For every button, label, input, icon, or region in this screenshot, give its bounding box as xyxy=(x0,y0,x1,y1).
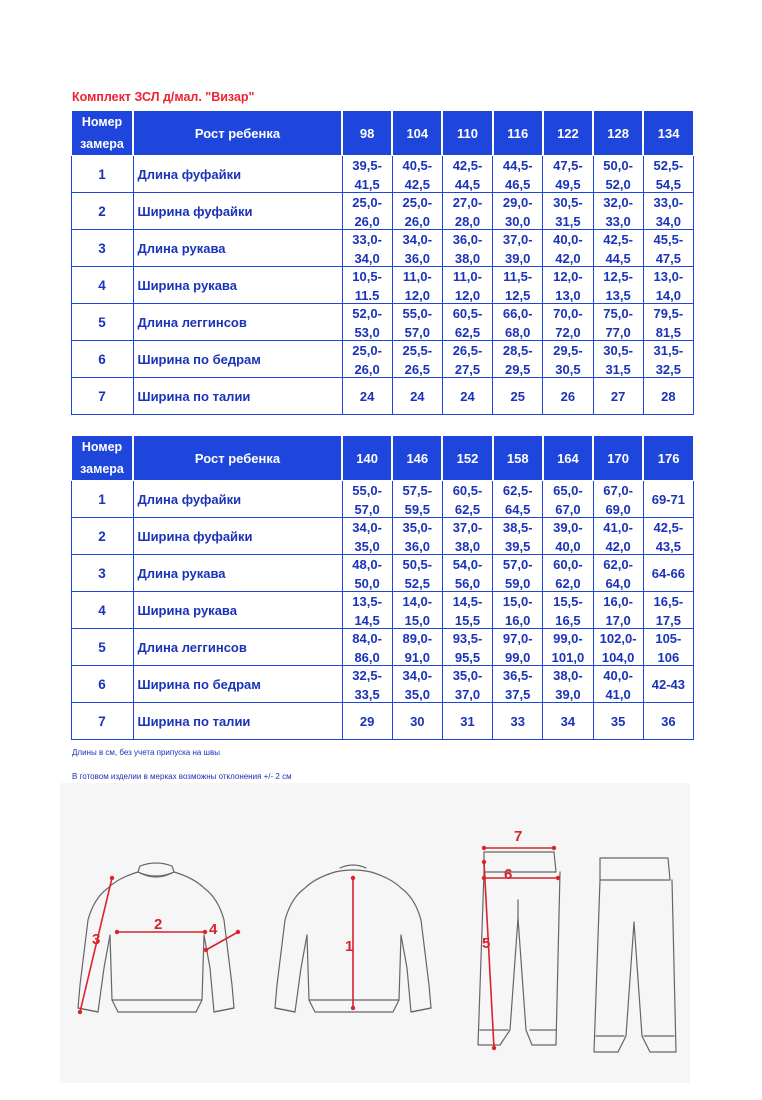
value-max: 46,5 xyxy=(505,176,531,192)
value-max: 12,0 xyxy=(404,287,430,303)
value-min: 30,5- xyxy=(553,194,583,210)
measurement-label: Ширина фуфайки xyxy=(133,193,342,230)
measurement-label: Ширина рукава xyxy=(133,592,342,629)
value-max: 35,0 xyxy=(404,686,430,702)
value-min: 102,0- xyxy=(599,630,637,646)
size-value-cell: 27 xyxy=(593,378,643,415)
value-max: 59,5 xyxy=(404,501,430,517)
size-value-cell: 24 xyxy=(342,378,392,415)
child-height-header: Рост ребенка xyxy=(133,436,342,481)
value-min: 38,0- xyxy=(553,667,583,683)
value-min: 93,5- xyxy=(452,630,483,646)
value-min: 16,0- xyxy=(603,593,633,609)
value-max: 36,0 xyxy=(404,250,430,266)
value-max: 26,5 xyxy=(404,361,430,377)
value-min: 14,5- xyxy=(452,593,483,609)
value-max: 41,0 xyxy=(605,686,631,702)
value-max: 38,0 xyxy=(454,250,481,266)
value-min: 29,5- xyxy=(553,342,583,358)
value-max: 62,5 xyxy=(454,501,481,517)
value-max: 26,0 xyxy=(354,361,380,377)
measurement-number: 4 xyxy=(71,592,133,629)
value-min: 57,5- xyxy=(402,482,433,498)
value-min: 10,5- xyxy=(352,268,382,284)
measurement-number: 6 xyxy=(71,341,133,378)
measurement-number: 3 xyxy=(71,230,133,267)
value-max: 16,0 xyxy=(505,612,531,628)
size-header: 164 xyxy=(543,436,593,481)
value-min: 60,0- xyxy=(553,556,583,572)
value-min: 11,0- xyxy=(402,268,432,284)
value-max: 14,5 xyxy=(354,612,380,628)
value-max: 13,0 xyxy=(555,287,581,303)
value-min: 42,5- xyxy=(653,519,684,535)
measurement-number-header: Номер замера xyxy=(71,111,133,156)
size-value-cell: 26 xyxy=(543,378,593,415)
size-header: 122 xyxy=(543,111,593,156)
value-min: 60,5- xyxy=(452,482,483,498)
value-max: 13,5 xyxy=(605,287,631,303)
value-max: 77,0 xyxy=(605,324,631,340)
value-min: 37,0- xyxy=(452,519,483,535)
value-max: 72,0 xyxy=(555,324,581,340)
value-min: 57,0- xyxy=(502,556,533,572)
measurement-label: Ширина фуфайки xyxy=(133,518,342,555)
value-max: 62,5 xyxy=(454,324,481,340)
value-max: 15,5 xyxy=(454,612,481,628)
value-max: 41,5 xyxy=(354,176,380,192)
value-min: 25,5- xyxy=(402,342,433,358)
value-min: 12,0- xyxy=(553,268,583,284)
value-min: 34,0- xyxy=(402,231,433,247)
value-max: 52,5 xyxy=(404,575,430,591)
value-min: 11,5- xyxy=(503,268,533,284)
value-min: 25,0- xyxy=(352,342,382,358)
value-min: 45,5- xyxy=(653,231,684,247)
value-min: 25,0- xyxy=(402,194,433,210)
value-min: 75,0- xyxy=(603,305,633,321)
measurement-label: Длина леггинсов xyxy=(133,304,342,341)
size-header: 152 xyxy=(442,436,492,481)
value-max: 15,0 xyxy=(404,612,430,628)
value-min: 32,0- xyxy=(603,194,633,210)
value-max: 86,0 xyxy=(354,649,380,665)
value-min: 34,0- xyxy=(352,519,382,535)
value-min: 40,0- xyxy=(553,231,583,247)
value-min: 79,5- xyxy=(653,305,684,321)
value-max: 31,5 xyxy=(555,213,581,229)
value-max: 30,0 xyxy=(505,213,531,229)
value-min: 15,0- xyxy=(502,593,533,609)
marker-3: 3 xyxy=(92,931,101,948)
marker-7: 7 xyxy=(514,828,523,845)
measurement-number: 2 xyxy=(71,518,133,555)
value-max: 81,5 xyxy=(655,324,682,340)
value-min: 39,0- xyxy=(553,519,583,535)
value-max: 39,0 xyxy=(555,686,581,702)
value-min: 36,5- xyxy=(502,667,533,683)
size-value-cell: 69-71 xyxy=(643,481,693,518)
value-min: 62,0- xyxy=(603,556,633,572)
size-header: 104 xyxy=(392,111,442,156)
value-min: 62,5- xyxy=(502,482,533,498)
document-title: Комплект ЗСЛ д/мал. "Визар" xyxy=(72,90,255,104)
size-value-cell: 64-66 xyxy=(643,555,693,592)
value-max: 67,0 xyxy=(555,501,581,517)
value-min: 54,0- xyxy=(452,556,483,572)
size-header: 176 xyxy=(643,436,693,481)
size-value-cell: 36 xyxy=(643,703,693,740)
size-header: 116 xyxy=(493,111,543,156)
measurement-number: 1 xyxy=(71,156,133,193)
value-min: 65,0- xyxy=(553,482,583,498)
size-value-cell: 28 xyxy=(643,378,693,415)
value-max: 106 xyxy=(657,649,680,665)
value-max: 16,5 xyxy=(555,612,581,628)
measurement-label: Ширина по бедрам xyxy=(133,341,342,378)
value-min: 35,0- xyxy=(402,519,433,535)
value-min: 84,0- xyxy=(352,630,382,646)
value-max: 52,0 xyxy=(605,176,631,192)
value-max: 42,0 xyxy=(555,250,581,266)
value-max: 47,5 xyxy=(655,250,682,266)
value-max: 31,5 xyxy=(605,361,631,377)
size-header: 170 xyxy=(593,436,643,481)
value-max: 43,5 xyxy=(655,538,682,554)
value-max: 34,0 xyxy=(655,213,682,229)
size-value-cell: 29 xyxy=(342,703,392,740)
value-min: 66,0- xyxy=(502,305,533,321)
marker-1: 1 xyxy=(345,938,354,955)
value-min: 48,0- xyxy=(352,556,382,572)
value-max: 17,5 xyxy=(655,612,682,628)
size-header: 128 xyxy=(593,111,643,156)
leggings-back-drawing xyxy=(594,858,676,1052)
value-min: 13,0- xyxy=(653,268,684,284)
measurement-number: 2 xyxy=(71,193,133,230)
value-max: 54,5 xyxy=(655,176,682,192)
value-min: 50,0- xyxy=(603,157,633,173)
value-min: 40,0- xyxy=(603,667,633,683)
measurement-label: Длина фуфайки xyxy=(133,156,342,193)
value-min: 52,0- xyxy=(352,305,382,321)
value-max: 56,0 xyxy=(454,575,481,591)
value-min: 28,5- xyxy=(502,342,533,358)
value-min: 55,0- xyxy=(402,305,433,321)
value-max: 44,5 xyxy=(454,176,481,192)
size-header: 98 xyxy=(342,111,392,156)
value-max: 30,5 xyxy=(555,361,581,377)
measurement-number: 5 xyxy=(71,304,133,341)
value-min: 67,0- xyxy=(603,482,633,498)
size-header: 158 xyxy=(493,436,543,481)
value-min: 14,0- xyxy=(402,593,433,609)
value-max: 27,5 xyxy=(454,361,481,377)
marker-5: 5 xyxy=(482,935,491,952)
value-min: 31,5- xyxy=(653,342,684,358)
size-value-cell: 42-43 xyxy=(643,666,693,703)
value-min: 33,0- xyxy=(352,231,382,247)
value-max: 14,0 xyxy=(655,287,682,303)
value-max: 12,5 xyxy=(505,287,531,303)
value-min: 89,0- xyxy=(402,630,433,646)
measurement-number: 7 xyxy=(71,378,133,415)
size-value-cell: 30 xyxy=(392,703,442,740)
value-max: 26,0 xyxy=(354,213,380,229)
value-max: 29,5 xyxy=(505,361,531,377)
measurement-number: 4 xyxy=(71,267,133,304)
value-max: 11.5 xyxy=(354,287,380,303)
value-min: 37,0- xyxy=(502,231,533,247)
measurement-number: 6 xyxy=(71,666,133,703)
value-min: 12,5- xyxy=(603,268,633,284)
value-max: 36,0 xyxy=(404,538,430,554)
size-value-cell: 34 xyxy=(543,703,593,740)
size-value-cell: 33 xyxy=(493,703,543,740)
measurement-number: 3 xyxy=(71,555,133,592)
value-max: 49,5 xyxy=(555,176,581,192)
marker-4: 4 xyxy=(209,921,218,938)
marker-6: 6 xyxy=(504,866,513,883)
value-min: 15,5- xyxy=(553,593,583,609)
value-min: 47,5- xyxy=(553,157,583,173)
value-min: 30,5- xyxy=(603,342,633,358)
value-max: 68,0 xyxy=(505,324,531,340)
measurement-number: 5 xyxy=(71,629,133,666)
value-min: 33,0- xyxy=(653,194,684,210)
value-min: 34,0- xyxy=(402,667,433,683)
value-max: 95,5 xyxy=(454,649,481,665)
value-max: 37,0 xyxy=(454,686,481,702)
value-min: 11,0- xyxy=(453,268,482,284)
value-min: 55,0- xyxy=(352,482,382,498)
measurement-label: Длина рукава xyxy=(133,230,342,267)
value-max: 101,0 xyxy=(551,649,585,665)
measurement-number: 1 xyxy=(71,481,133,518)
value-max: 12,0 xyxy=(454,287,481,303)
value-min: 105- xyxy=(655,630,682,646)
value-max: 53,0 xyxy=(354,324,380,340)
value-min: 25,0- xyxy=(352,194,382,210)
value-max: 104,0 xyxy=(601,649,635,665)
size-value-cell: 24 xyxy=(392,378,442,415)
measurement-label: Длина рукава xyxy=(133,555,342,592)
value-min: 42,5- xyxy=(603,231,633,247)
size-value-cell: 24 xyxy=(442,378,492,415)
value-min: 38,5- xyxy=(502,519,533,535)
measurement-label: Ширина рукава xyxy=(133,267,342,304)
note-tolerance: В готовом изделии в мерках возможны отклонения +/- 2 см xyxy=(72,772,292,781)
value-min: 44,5- xyxy=(502,157,533,173)
value-min: 40,5- xyxy=(402,157,433,173)
measurement-label: Ширина по бедрам xyxy=(133,666,342,703)
value-min: 13,5- xyxy=(352,593,382,609)
value-max: 35,0 xyxy=(354,538,380,554)
value-max: 26,0 xyxy=(404,213,430,229)
value-min: 32,5- xyxy=(352,667,382,683)
size-value-cell: 31 xyxy=(442,703,492,740)
value-max: 44,5 xyxy=(605,250,631,266)
measure-line-5 xyxy=(484,862,494,1048)
value-min: 27,0- xyxy=(452,194,483,210)
measurement-label: Ширина по талии xyxy=(133,378,342,415)
value-max: 99,0 xyxy=(505,649,531,665)
value-max: 37,5 xyxy=(505,686,531,702)
value-max: 69,0 xyxy=(605,501,631,517)
marker-2: 2 xyxy=(154,916,163,933)
value-max: 50,0 xyxy=(354,575,380,591)
value-max: 64,5 xyxy=(505,501,531,517)
size-header: 134 xyxy=(643,111,693,156)
value-min: 35,0- xyxy=(452,667,483,683)
child-height-header: Рост ребенка xyxy=(133,111,342,156)
size-header: 110 xyxy=(442,111,492,156)
value-max: 91,0 xyxy=(404,649,430,665)
measurement-label: Длина фуфайки xyxy=(133,481,342,518)
value-min: 39,5- xyxy=(352,157,382,173)
value-max: 57,0 xyxy=(354,501,380,517)
value-max: 33,5 xyxy=(354,686,380,702)
value-min: 52,5- xyxy=(653,157,684,173)
value-min: 16,5- xyxy=(653,593,684,609)
size-header: 146 xyxy=(392,436,442,481)
value-max: 34,0 xyxy=(354,250,380,266)
value-min: 99,0- xyxy=(553,630,583,646)
note-units: Длины в см, без учета припуска на швы xyxy=(72,748,220,757)
value-max: 32,5 xyxy=(655,361,682,377)
value-max: 62,0 xyxy=(555,575,581,591)
value-max: 28,0 xyxy=(454,213,481,229)
value-max: 39,5 xyxy=(505,538,531,554)
value-min: 60,5- xyxy=(452,305,483,321)
value-max: 42,0 xyxy=(605,538,631,554)
value-min: 97,0- xyxy=(502,630,533,646)
value-min: 50,5- xyxy=(402,556,433,572)
value-max: 57,0 xyxy=(404,324,430,340)
value-min: 26,5- xyxy=(452,342,483,358)
measurement-label: Длина леггинсов xyxy=(133,629,342,666)
value-max: 40,0 xyxy=(555,538,581,554)
size-header: 140 xyxy=(342,436,392,481)
value-max: 64,0 xyxy=(605,575,631,591)
measurement-number: 7 xyxy=(71,703,133,740)
measurement-number-header: Номер замера xyxy=(71,436,133,481)
value-max: 38,0 xyxy=(454,538,481,554)
value-min: 41,0- xyxy=(603,519,633,535)
size-value-cell: 25 xyxy=(493,378,543,415)
value-max: 59,0 xyxy=(505,575,531,591)
value-min: 36,0- xyxy=(452,231,483,247)
value-min: 70,0- xyxy=(553,305,583,321)
size-value-cell: 35 xyxy=(593,703,643,740)
value-max: 39,0 xyxy=(505,250,531,266)
value-max: 33,0 xyxy=(605,213,631,229)
value-min: 29,0- xyxy=(502,194,533,210)
value-max: 42,5 xyxy=(404,176,430,192)
measurement-label: Ширина по талии xyxy=(133,703,342,740)
value-min: 42,5- xyxy=(452,157,483,173)
value-max: 17,0 xyxy=(605,612,631,628)
